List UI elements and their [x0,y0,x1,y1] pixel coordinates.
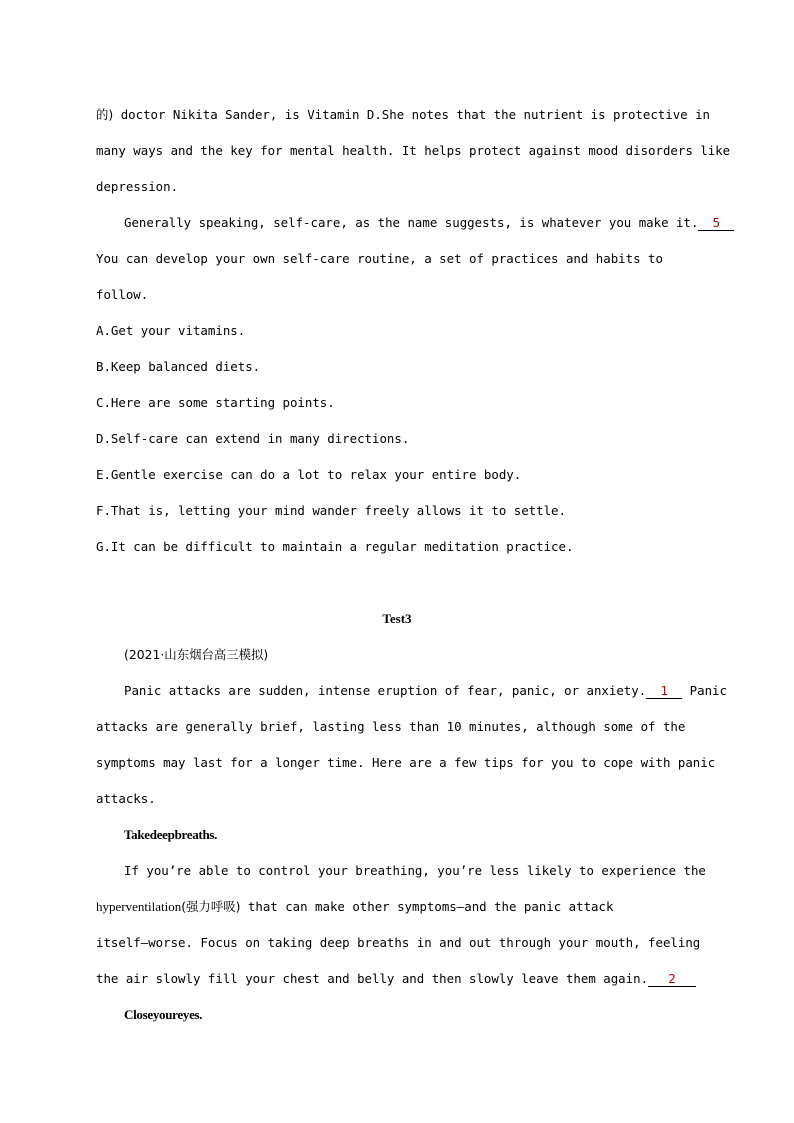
passage-line: symptoms may last for a longer time. Here are a few tips for you to cope with panic [96,755,716,770]
answer-blank-2 [648,971,696,987]
passage-text: that can make other symptoms—and the panic attack [240,899,614,914]
subheading-close-your-eyes: Closeyoureyes. [124,1007,203,1022]
option-d: D.Self-care can extend in many directions. [96,431,410,446]
option-e: E.Gentle exercise can do a lot to relax your entire body. [96,467,522,482]
answer-blank-5 [698,215,734,231]
option-a: A.Get your vitamins. [96,323,246,338]
option-g: G.It can be difficult to maintain a regular meditation practice. [96,539,574,554]
option-c: C.Here are some starting points. [96,395,335,410]
passage-line: depression. [96,179,179,194]
passage-line: attacks are generally brief, lasting less than 10 minutes, although some of the [96,719,686,734]
source-note: (2021·山东烟台高三模拟) [124,647,269,662]
blank-number: 2 [668,971,676,986]
passage-line: follow. [96,287,149,302]
passage-line: many ways and the key for mental health. It helps protect against mood disorders like [96,143,731,158]
passage-text: the air slowly fill your chest and belly and then slowly leave them again. [96,971,649,986]
answer-blank-1 [646,683,682,699]
passage-cjk-fragment: 的) [96,107,114,122]
blank-number: 5 [712,215,721,230]
passage-line: itself—worse. Focus on taking deep breaths in and out through your mouth, feeling [96,935,701,950]
passage-text: doctor Nikita Sander, is Vitamin D.She notes that the nutrient is protective in [113,107,711,122]
passage-line: If you’re able to control your breathing, you’re less likely to experience the [124,863,706,878]
passage-text: Panic attacks are sudden, intense eruption of fear, panic, or anxiety. [124,683,647,698]
passage-line [124,214,734,232]
passage-line [96,106,710,124]
passage-line: attacks. [96,791,156,806]
passage-text: hyperventilation [96,899,182,914]
passage-line [96,970,696,988]
passage-text: Generally speaking, self-care, as the name suggests, is whatever you make it. [124,215,699,230]
passage-line [124,682,727,700]
option-f: F.That is, letting your mind wander freely allows it to settle. [96,503,566,518]
section-title: Test3 [382,611,412,626]
passage-text: Panic [682,683,727,698]
subheading-take-deep-breaths: Takedeepbreaths. [124,827,218,842]
passage-line [96,898,613,916]
blank-number: 1 [660,683,668,698]
passage-cjk-fragment: (强力呼吸) [181,899,241,914]
passage-line: You can develop your own self-care routine, a set of practices and habits to [96,251,663,266]
option-b: B.Keep balanced diets. [96,359,261,374]
